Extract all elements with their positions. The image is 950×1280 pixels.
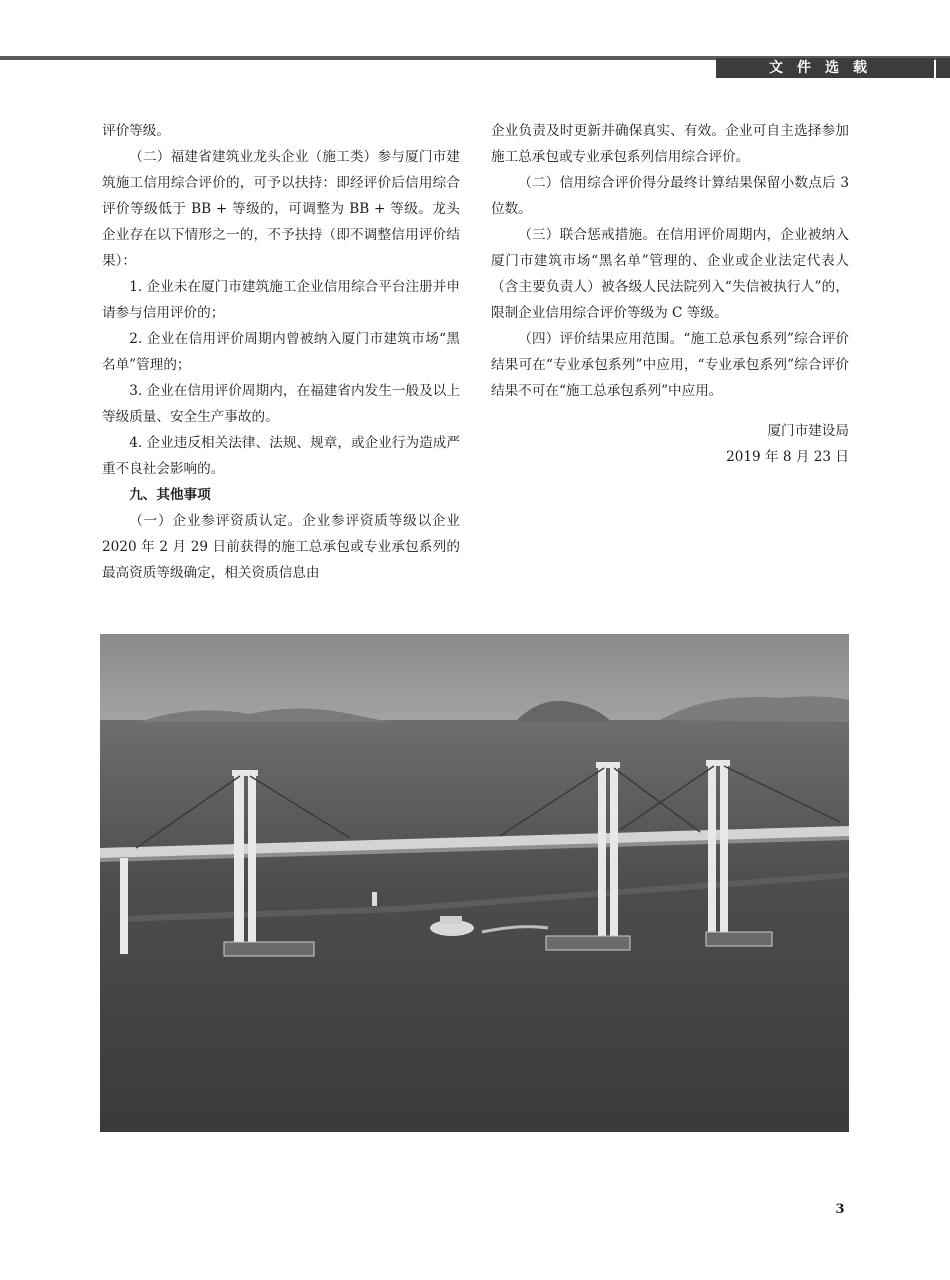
paragraph: 评价等级。: [102, 123, 170, 139]
paragraph: （二）信用综合评价得分最终计算结果保留小数点后 3 位数。: [491, 175, 849, 217]
paragraph: （四）评价结果应用范围。“施工总承包系列”综合评价结果可在“专业承包系列”中应用，“专业承包系列”综合评价结果不可在“施工总承包系列”中应用。: [491, 331, 849, 399]
list-item: 1. 企业未在厦门市建筑施工企业信用综合平台注册并申请参与信用评价的；: [102, 279, 460, 321]
bridge-photo: [100, 634, 849, 1132]
list-item: 2. 企业在信用评价周期内曾被纳入厦门市建筑市场“黑名单”管理的；: [102, 331, 460, 373]
paragraph: 企业负责及时更新并确保真实、有效。企业可自主选择参加施工总承包或专业承包系列信用综合评价。: [491, 123, 849, 165]
section-heading: 九、其他事项: [129, 487, 211, 503]
paragraph: （二）福建省建筑业龙头企业（施工类）参与厦门市建筑施工信用综合评价的，可予以扶持：即经评价后信用综合评价等级低于 BB + 等级的，可调整为 BB + 等级。龙头企业存在以下情形之一的，不予扶持（即不调整信用评价结果）：: [102, 149, 460, 269]
section-label: 文件选载: [716, 58, 934, 78]
issue-date: 2019 年 8 月 23 日: [726, 449, 849, 465]
right-column: [491, 118, 849, 470]
paragraph: （一）企业参评资质认定。企业参评资质等级以企业 2020 年 2 月 29 日前获得的施工总承包或专业承包系列的最高资质等级确定，相关资质信息由: [102, 513, 460, 581]
section-tab-edge: [936, 58, 950, 78]
list-item: 4. 企业违反相关法律、法规、规章，或企业行为造成严重不良社会影响的。: [102, 435, 460, 477]
paragraph: （三）联合惩戒措施。在信用评价周期内，企业被纳入厦门市建筑市场“黑名单”管理的、企业或企业法定代表人（含主要负责人）被各级人民法院列入“失信被执行人”的，限制企业信用综合评价等级为 C 等级。: [491, 227, 849, 321]
list-item: 3. 企业在信用评价周期内，在福建省内发生一般及以上等级质量、安全生产事故的。: [102, 383, 460, 425]
issuer: 厦门市建设局: [767, 423, 849, 439]
left-column: [102, 118, 460, 586]
page-number: 3: [835, 1202, 845, 1217]
